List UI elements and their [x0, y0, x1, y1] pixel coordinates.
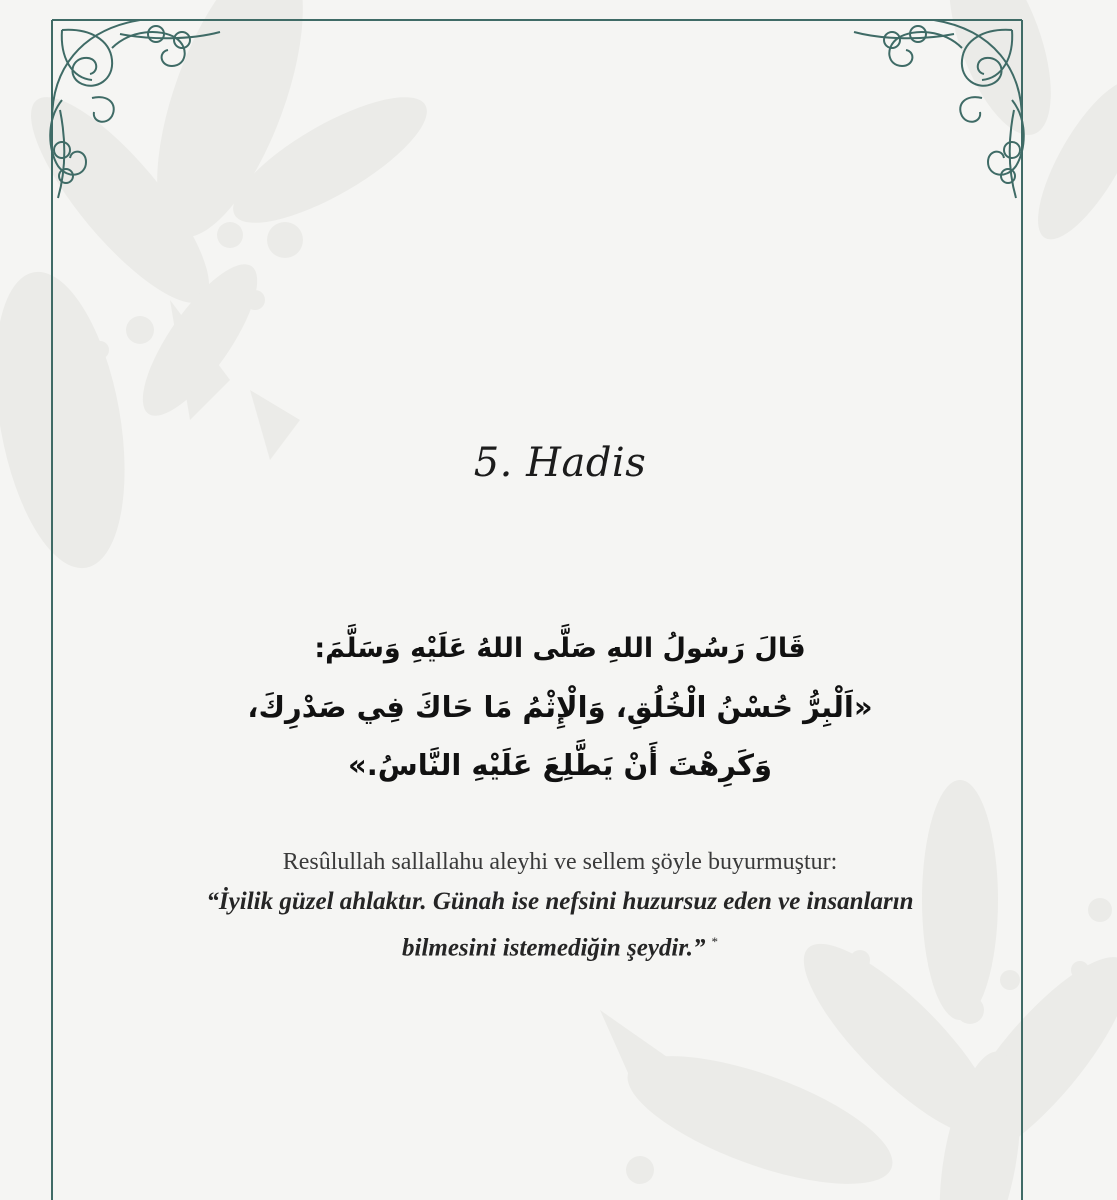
arabic-line: وَكَرِهْتَ أَنْ يَطَّلِعَ عَلَيْهِ النَّاسُ.» [348, 748, 772, 782]
translation-intro: Resûlullah sallallahu aleyhi ve sellem şöyle buyurmuştur: [282, 849, 838, 875]
footnote-mark: * [711, 934, 718, 949]
arabic-hadith-text [80, 620, 1040, 794]
page-content [80, 0, 1040, 1200]
arabic-line: قَالَ رَسُولُ اللهِ صَلَّى اللهُ عَلَيْهِ وَسَلَّمَ: [314, 633, 806, 664]
page-title: 5. Hadis [473, 440, 647, 486]
translation-quote-text: bilmesini istemediğin şeydir.” [402, 934, 706, 962]
translation-quote-line [80, 922, 1040, 968]
translation-quote-line: “İyilik güzel ahlaktır. Günah ise nefsini huzursuz eden ve insanların [206, 888, 914, 915]
turkish-translation [80, 842, 1040, 968]
arabic-line: «اَلْبِرُّ حُسْنُ الْخُلُقِ، وَالْإِثْمُ مَا حَاكَ فِي صَدْرِكَ، [247, 690, 873, 724]
